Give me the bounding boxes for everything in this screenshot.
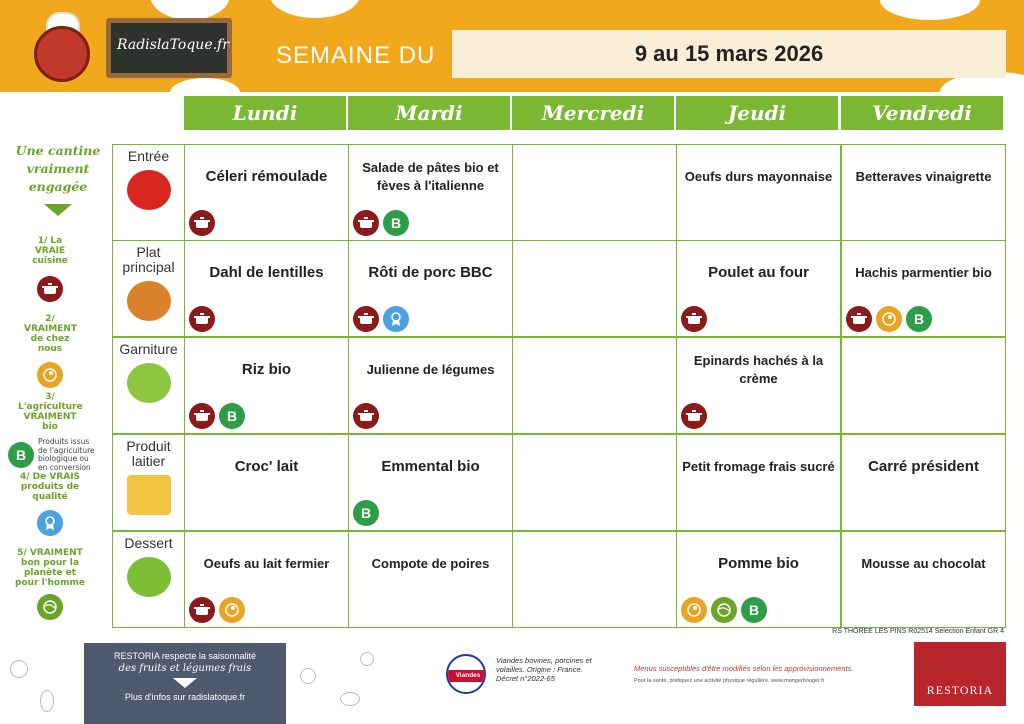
day-header-lundi: Lundi bbox=[184, 96, 346, 130]
dish-name bbox=[517, 435, 672, 498]
vegetable-doodle-icon bbox=[300, 668, 316, 684]
pot-icon bbox=[353, 403, 379, 429]
local-icon bbox=[876, 306, 902, 332]
dish-name: Salade de pâtes bio et fèves à l'italienne bbox=[362, 159, 499, 193]
bio-icon: B bbox=[383, 210, 409, 236]
menu-cell bbox=[676, 144, 841, 241]
legend-item-cuisine bbox=[0, 236, 100, 302]
viandes-badge-text: Viandes bbox=[448, 670, 486, 682]
menu-grid bbox=[112, 96, 1008, 630]
legend-label: 4/ De VRAIS produits de qualité bbox=[19, 472, 81, 502]
dish-name: Poulet au four bbox=[708, 263, 809, 281]
menu-cell bbox=[512, 144, 677, 241]
pot-icon bbox=[681, 306, 707, 332]
local-icon bbox=[681, 597, 707, 623]
vegetable-doodle-icon bbox=[360, 652, 374, 666]
menu-cell bbox=[184, 144, 349, 241]
apple-icon bbox=[127, 557, 171, 597]
local-icon bbox=[37, 362, 63, 388]
menu-cell bbox=[184, 531, 349, 628]
arrow-down-icon bbox=[44, 204, 72, 216]
vegetable-doodle-icon bbox=[40, 690, 54, 712]
vegetable-doodle-icon bbox=[340, 692, 360, 706]
menu-cell bbox=[676, 531, 841, 628]
dish-name: Mousse au chocolat bbox=[861, 555, 986, 571]
menu-cell bbox=[841, 434, 1006, 531]
menu-cell bbox=[512, 434, 677, 531]
vegetable-doodle-icon bbox=[10, 660, 28, 678]
dish-icons bbox=[681, 597, 771, 623]
date-range: 9 au 15 mars 2026 bbox=[452, 30, 1006, 78]
brand-logo bbox=[20, 10, 229, 92]
pot-icon bbox=[846, 306, 872, 332]
menu-cell bbox=[676, 337, 841, 434]
bio-icon: B bbox=[741, 597, 767, 623]
menu-cell bbox=[676, 240, 841, 337]
legend-label: 3/ L'agriculture VRAIMENT bio bbox=[18, 392, 83, 432]
dish-icons bbox=[681, 306, 711, 332]
dish-name: Betteraves vinaigrette bbox=[855, 168, 992, 184]
local-icon bbox=[219, 597, 245, 623]
cheese-icon bbox=[127, 475, 171, 515]
dish-name: Dahl de lentilles bbox=[209, 263, 324, 281]
menu-cell bbox=[348, 434, 513, 531]
legend-item-bio bbox=[0, 392, 100, 472]
course-label: Entrée bbox=[127, 148, 170, 164]
menu-cell bbox=[184, 337, 349, 434]
menu-cell bbox=[676, 434, 841, 531]
dish-icons bbox=[353, 403, 383, 429]
dish-name: Petit fromage frais sucré bbox=[682, 458, 835, 474]
restoria-logo bbox=[914, 642, 1006, 706]
menu-notice: Menus susceptibles d'être modifiés selon les approvisionnements. bbox=[634, 664, 854, 673]
course-header bbox=[112, 240, 184, 337]
week-label: SEMAINE DU bbox=[276, 42, 436, 69]
menu-cell bbox=[841, 240, 1006, 337]
origin-text: Viandes bovines, porcines et volailles. Origine : France. Décret n°2022-65 bbox=[496, 656, 592, 683]
viandes-francaises-logo bbox=[446, 654, 486, 694]
legend-label: 1/ La VRAIE cuisine bbox=[32, 236, 68, 266]
dish-icons bbox=[353, 210, 413, 236]
dish-name: Rôti de porc BBC bbox=[368, 263, 493, 281]
dish-icons bbox=[189, 597, 249, 623]
restoria-brand: RESTORIA bbox=[926, 683, 994, 697]
dish-name: Compote de poires bbox=[371, 555, 490, 571]
legend-title: Une cantine vraiment engagée bbox=[15, 143, 101, 194]
menu-cell bbox=[512, 337, 677, 434]
bio-icon: B bbox=[219, 403, 245, 429]
course-label: Dessert bbox=[124, 535, 173, 551]
pot-icon bbox=[353, 306, 379, 332]
quality-icon bbox=[383, 306, 409, 332]
course-header bbox=[112, 434, 184, 531]
dish-icons bbox=[846, 306, 936, 332]
reference-text: RS THOREE LES PINS R02514 Sélection Enfant GR 4 bbox=[832, 628, 1004, 635]
day-header-jeudi: Jeudi bbox=[676, 96, 838, 130]
menu-cell bbox=[348, 240, 513, 337]
dish-name bbox=[517, 532, 672, 595]
bio-icon: B bbox=[906, 306, 932, 332]
menu-cell bbox=[348, 144, 513, 241]
dish-name: Epinards hachés à la crème bbox=[693, 352, 824, 386]
dish-name: Julienne de légumes bbox=[366, 361, 495, 377]
planet-icon bbox=[37, 594, 63, 620]
dish-name bbox=[517, 241, 672, 304]
dish-name: Céleri rémoulade bbox=[205, 167, 328, 185]
dish-name: Croc' lait bbox=[234, 457, 299, 475]
banner-line-1: RESTORIA respecte la saisonnalité bbox=[114, 651, 256, 661]
dish-icons bbox=[353, 306, 413, 332]
pot-icon bbox=[353, 210, 379, 236]
dish-icons bbox=[189, 306, 219, 332]
dish-name bbox=[846, 338, 1001, 401]
dish-name: Carré président bbox=[868, 457, 979, 475]
dish-name: Hachis parmentier bio bbox=[855, 264, 992, 280]
dish-name bbox=[517, 145, 672, 208]
chef-mascot-icon bbox=[34, 26, 90, 82]
dish-name: Oeufs durs mayonnaise bbox=[684, 168, 833, 184]
dish-name: Emmental bio bbox=[381, 457, 480, 475]
planet-icon bbox=[711, 597, 737, 623]
course-label: Produit laitier bbox=[126, 438, 171, 469]
legend-label: 2/ VRAIMENT de chez nous bbox=[24, 314, 77, 354]
day-header-mercredi: Mercredi bbox=[512, 96, 674, 130]
banner-link[interactable]: Plus d'infos sur radislatoque.fr bbox=[124, 692, 246, 702]
pot-icon bbox=[189, 597, 215, 623]
menu-cell bbox=[841, 531, 1006, 628]
dish-name: Riz bio bbox=[241, 360, 292, 378]
legend-item-quality bbox=[0, 472, 100, 536]
logo-text: RadislaToque.fr bbox=[117, 37, 229, 53]
legend-sub: Produits issus de l'agriculture biologique ou en conversion bbox=[38, 437, 95, 472]
dish-icons bbox=[353, 500, 383, 526]
cloud-decoration bbox=[270, 0, 360, 18]
dish-icons bbox=[681, 403, 711, 429]
dish-icons bbox=[189, 403, 249, 429]
health-notice: Pour la santé, pratiquez une activité physique régulière. www.mangerbouger.fr bbox=[634, 678, 825, 684]
menu-cell bbox=[348, 337, 513, 434]
dish-icons bbox=[189, 210, 219, 236]
course-header bbox=[112, 144, 184, 241]
menu-cell bbox=[512, 531, 677, 628]
quality-icon bbox=[37, 510, 63, 536]
legend-label: 5/ VRAIMENT bon pour la planète et pour l'homme bbox=[15, 548, 85, 588]
course-header bbox=[112, 337, 184, 434]
pot-icon bbox=[189, 403, 215, 429]
tomato-icon bbox=[127, 170, 171, 210]
arrow-down-icon bbox=[173, 678, 197, 688]
menu-cell bbox=[841, 144, 1006, 241]
legend-panel bbox=[8, 142, 108, 216]
cloud-decoration bbox=[880, 0, 980, 20]
chalkboard-logo bbox=[106, 18, 232, 78]
seasonality-banner bbox=[84, 643, 286, 724]
menu-cell bbox=[348, 531, 513, 628]
course-label: Plat principal bbox=[122, 244, 175, 275]
dish-name: Pomme bio bbox=[718, 554, 799, 572]
legend-item-local bbox=[0, 314, 100, 388]
legend-item-planet bbox=[0, 548, 100, 620]
pot-icon bbox=[681, 403, 707, 429]
bio-icon: B bbox=[353, 500, 379, 526]
menu-cell bbox=[184, 434, 349, 531]
roast-chicken-icon bbox=[127, 281, 171, 321]
course-label: Garniture bbox=[119, 341, 178, 357]
banner-line-2: des fruits et légumes frais bbox=[118, 663, 252, 674]
menu-cell bbox=[841, 337, 1006, 434]
menu-cell bbox=[184, 240, 349, 337]
menu-cell bbox=[512, 240, 677, 337]
bio-icon: B bbox=[8, 442, 34, 468]
pot-icon bbox=[189, 210, 215, 236]
pot-icon bbox=[37, 276, 63, 302]
dish-name: Oeufs au lait fermier bbox=[203, 555, 330, 571]
day-header-mardi: Mardi bbox=[348, 96, 510, 130]
peas-icon bbox=[127, 363, 171, 403]
day-header-vendredi: Vendredi bbox=[841, 96, 1003, 130]
course-header bbox=[112, 531, 184, 628]
pot-icon bbox=[189, 306, 215, 332]
dish-name bbox=[517, 338, 672, 401]
